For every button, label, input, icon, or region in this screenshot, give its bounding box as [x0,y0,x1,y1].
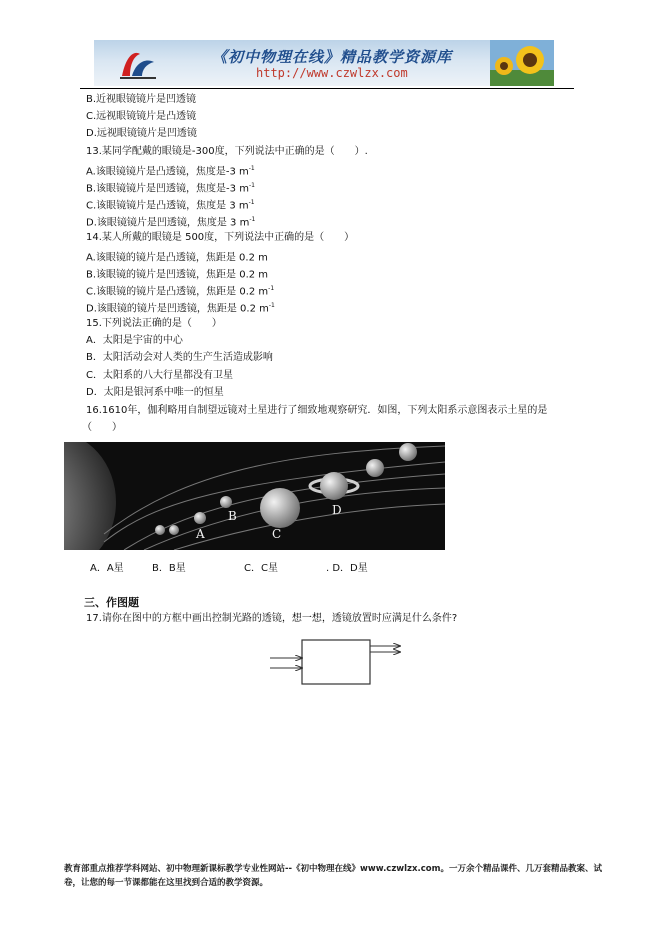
page-footer: 教育部重点推荐学科网站、初中物理新课标教学专业性网站--《初中物理在线》www.czwlzx.com。一万余个精品课件、几万套精品教案、试卷，让您的每一节课都能在这里找到合适的教学资源。 [64,864,602,888]
q16-answer-b: B．B星 [152,563,186,574]
q13-option-a: A.该眼镜镜片是凸透镜，焦度是-3 $m^{-1}$ [86,165,255,178]
q12-option-d: D.远视眼镜镜片是凹透镜 [86,128,197,139]
q15-option-b: B．太阳活动会对人类的生产生活造成影响 [86,352,273,363]
q14-option-b: B.该眼镜的镜片是凹透镜，焦距是 0.2 m [86,269,269,281]
optical-box [302,640,370,684]
q15-option-a: A．太阳是宇宙的中心 [86,335,183,346]
section-3-title: 三、作图题 [84,596,139,609]
q12-option-b: B.近视眼镜镜片是凹透镜 [86,94,197,105]
planet-label-a: A [196,527,205,541]
q14-option-c: C.该眼镜的镜片是凸透镜，焦距是 0.2 $m^{-1}$ [86,285,275,298]
sunflower-icon [490,40,554,86]
q13-option-b: B.该眼镜镜片是凹透镜，焦度是-3 $m^{-1}$ [86,182,255,195]
q16-answer-a: A．A星 [90,563,124,574]
q16-answer-c: C．C星 [244,563,278,574]
solar-system-figure [64,442,445,550]
q12-option-c: C.远视眼镜镜片是凸透镜 [86,111,197,122]
q16-answer-d: . D．D星 [326,563,368,574]
site-title: 《初中物理在线》精品教学资源库 [212,48,453,66]
q14-stem: 14.某人所戴的眼镜是 500度，下列说法中正确的是（ ） [86,232,355,243]
q13-stem: 13.某同学配戴的眼镜是-300度，下列说法中正确的是（ ）. [86,146,368,157]
planet-label-b: B [228,509,237,523]
q13-option-d: D.该眼镜镜片是凹透镜，焦度是 3 $m^{-1}$ [86,216,256,229]
q17-stem: 17.请你在图中的方框中画出控制光路的透镜，想一想，透镜放置时应满足什么条件? [86,613,458,624]
site-logo-icon [116,46,160,82]
header-rule [80,88,574,89]
lens-box-diagram [268,638,408,688]
q14-option-d: D.该眼镜的镜片是凹透镜，焦距是 0.2 $m^{-1}$ [86,302,275,315]
q15-option-c: C．太阳系的八大行星都没有卫星 [86,370,233,381]
q15-stem: 15.下列说法正确的是（ ） [86,318,222,329]
site-url[interactable]: http://www.czwlzx.com [256,66,408,80]
q13-option-c: C.该眼镜镜片是凸透镜，焦度是 3 $m^{-1}$ [86,199,255,212]
header-banner [94,40,554,86]
q15-option-d: D．太阳是银河系中唯一的恒星 [86,387,224,398]
q14-option-a: A.该眼镜的镜片是凸透镜，焦距是 0.2 m [86,252,268,264]
planet-label-c: C [272,527,282,541]
q16-stem: 16.1610年，伽利略用自制望远镜对土星进行了细致地观察研究．如图，下列太阳系示意图表示土星的是（ ） [82,405,548,433]
planet-label-d: D [332,503,342,517]
q16-answers [90,559,450,573]
